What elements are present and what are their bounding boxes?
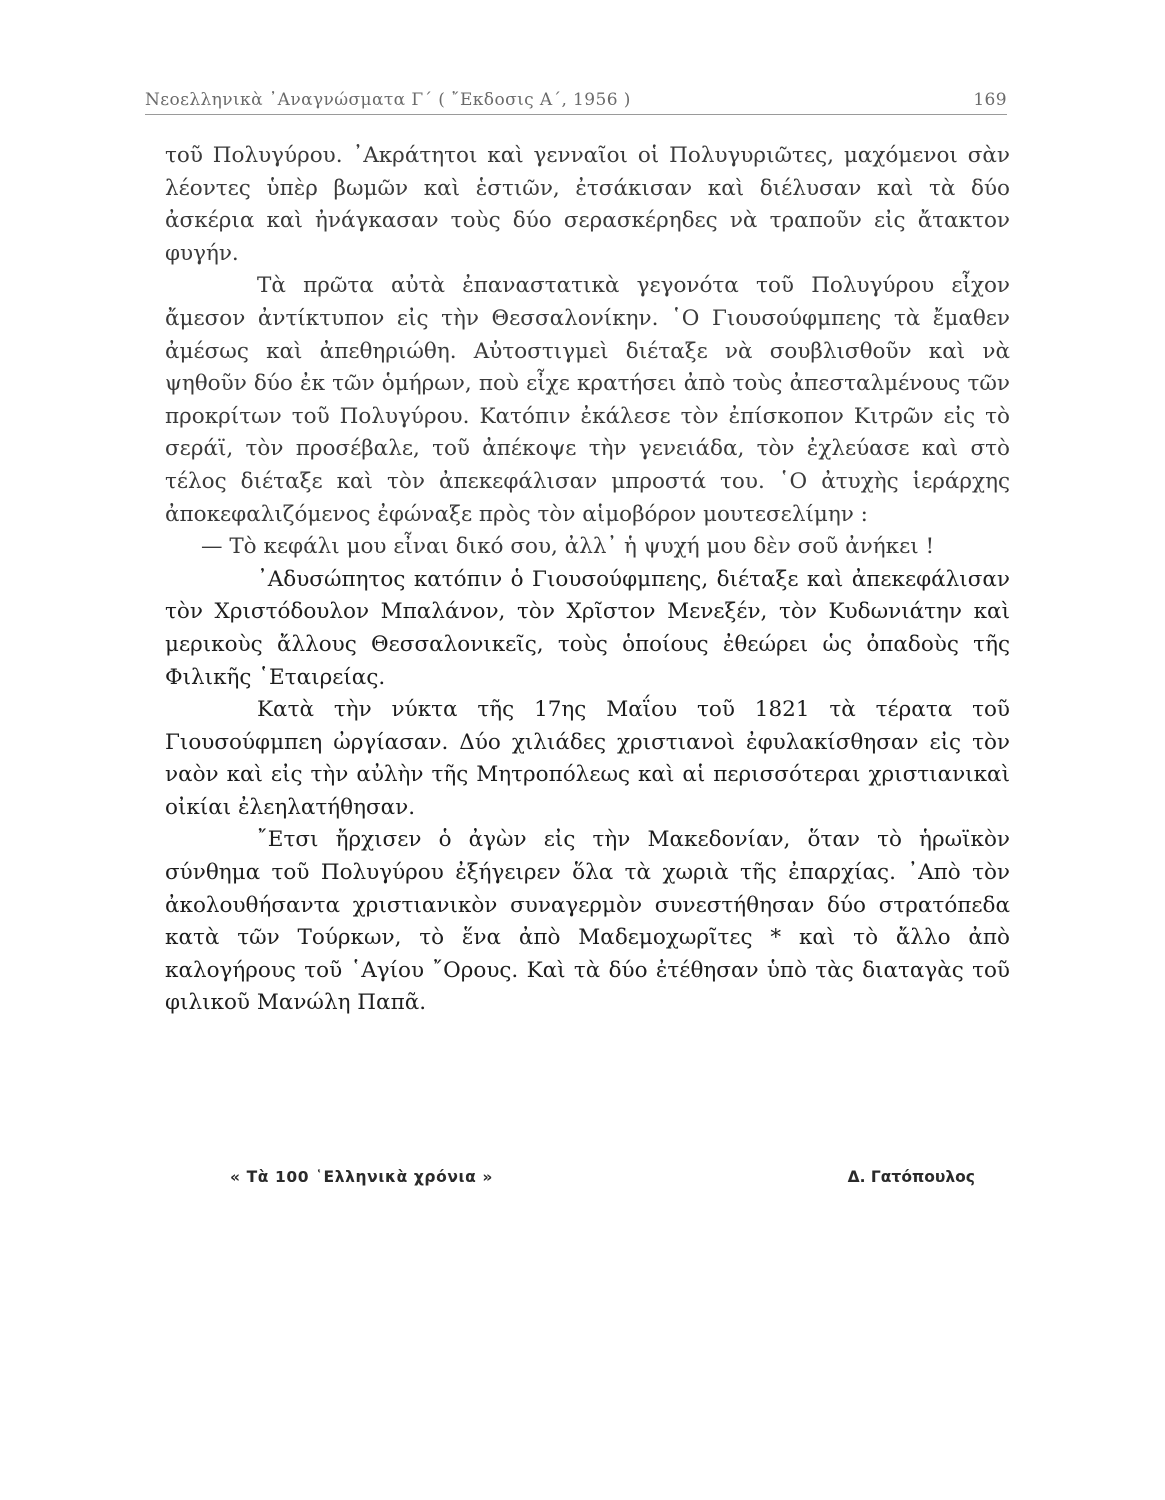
paragraph-1: τοῦ Πολυγύρου. ᾿Ακράτητοι καὶ γενναῖοι οἱ Πολυγυριῶτες, μαχόμενοι σὰν λέοντες ὑπὲρ βωμῶν καὶ ἑστιῶν, ἐτσάκισαν καὶ διέλυσαν καὶ τὰ δύο ἀσκέρια καὶ ἠνάγκασαν τοὺς δύο σερασκέρηδες νὰ τραποῦν εἰς ἄτακτον φυγήν. — [165, 143, 1010, 266]
source-citation: « Τὰ 100 ῾Ελληνικὰ χρόνια » — [230, 1168, 494, 1186]
dialogue-line: — Τὸ κεφάλι μου εἶναι δικό σου, ἀλλ᾿ ἡ ψυχή μου δὲν σοῦ ἀνήκει ! — [201, 534, 935, 560]
footer-attribution — [230, 1168, 975, 1186]
header-rule — [145, 114, 1007, 115]
running-header — [145, 68, 1007, 110]
book-title: Νεοελληνικὰ ᾿Αναγνώσματα Γ΄ ( ῎Εκδοσις Α΄, 1956 ) — [145, 90, 631, 110]
body-text — [165, 140, 1010, 1020]
paragraph-3: ᾿Αδυσώπητος κατόπιν ὁ Γιουσούφμπεης, διέταξε καὶ ἀπεκεφάλισαν τὸν Χριστόδουλον Μπαλάνον, τὸν Χρῖστον Μενεξέν, τὸν Κυδωνιάτην καὶ μερικοὺς ἄλλους Θεσσαλονικεῖς, τοὺς ὁποίους ἐθεώρει ὡς ὀπαδοὺς τῆς Φιλικῆς ῾Εταιρείας. — [165, 566, 1010, 690]
paragraph-4: Κατὰ τὴν νύκτα τῆς 17ης Μαΐου τοῦ 1821 τὰ τέρατα τοῦ Γιουσούφμπεη ὠργίασαν. Δύο χιλιάδες χριστιανοὶ ἐφυλακίσθησαν εἰς τὸν ναὸν καὶ εἰς τὴν αὐλὴν τῆς Μητροπόλεως καὶ αἱ περισσότεραι χριστιανικαὶ οἰκίαι ἐλεηλατήθησαν. — [165, 697, 1010, 820]
author-name: Δ. Γατόπουλος — [847, 1168, 975, 1186]
paragraph-5: ῎Ετσι ἤρχισεν ὁ ἀγὼν εἰς τὴν Μακεδονίαν, ὅταν τὸ ἡρωϊκὸν σύνθημα τοῦ Πολυγύρου ἐξήγειρεν ὅλα τὰ χωριὰ τῆς ἐπαρχίας. ᾿Απὸ τὸν ἀκολουθήσαντα χριστιανικὸν συναγερμὸν συνεστήθησαν δύο στρατόπεδα κατὰ τῶν Τούρκων, τὸ ἕνα ἀπὸ Μαδεμοχωρῖτες * καὶ τὸ ἄλλο ἀπὸ καλογήρους τοῦ ῾Αγίου ῎Ορους. Καὶ τὰ δύο ἐτέθησαν ὑπὸ τὰς διαταγὰς τοῦ φιλικοῦ Μανώλη Παπᾶ. — [165, 827, 1010, 1016]
paragraph-2: Τὰ πρῶτα αὐτὰ ἐπαναστατικὰ γεγονότα τοῦ Πολυγύρου εἶχον ἄμεσον ἀντίκτυπον εἰς τὴν Θεσσαλονίκην. ῾Ο Γιουσούφμπεης τὰ ἔμαθεν ἀμέσως καὶ ἀπεθηριώθη. Αὐτοστιγμεὶ διέταξε νὰ σουβλισθοῦν καὶ νὰ ψηθοῦν δύο ἐκ τῶν ὁμήρων, ποὺ εἶχε κρατήσει ἀπὸ τοὺς ἀπεσταλμένους τῶν προκρίτων τοῦ Πολυγύρου. Κατόπιν ἐκάλεσε τὸν ἐπίσκοπον Κιτρῶν εἰς τὸ σεράϊ, τὸν προσέβαλε, τοῦ ἀπέκοψε τὴν γενειάδα, τὸν ἐχλεύασε καὶ στὸ τέλος διέταξε καὶ τὸν ἀπεκεφάλισαν μπροστά του. ῾Ο ἀτυχὴς ἱεράρχης ἀποκεφαλιζόμενος ἐφώναξε πρὸς τὸν αἱμοβόρον μουτεσελίμην : — [165, 273, 1010, 527]
page-number: 169 — [973, 90, 1007, 110]
